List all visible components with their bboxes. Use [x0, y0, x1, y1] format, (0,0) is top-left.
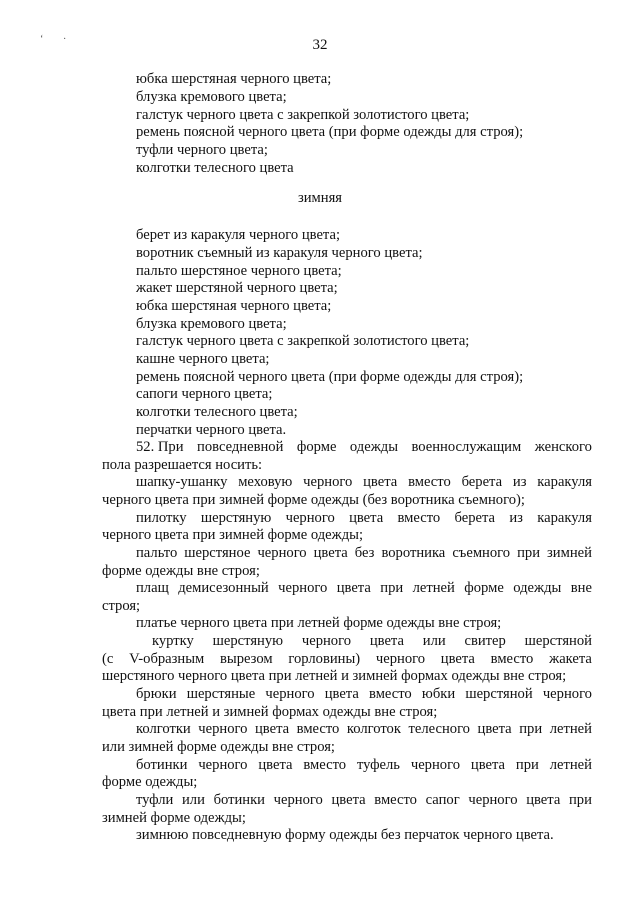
permission-item-line: черного цвета при зимней форме одежды; [102, 527, 364, 543]
list-item: колготки телесного цвета [136, 160, 294, 176]
permission-item: зимнюю повседневную форму одежды без перчаток черного цвета. [136, 827, 554, 843]
permission-item: ботинки черного цвета вместо туфель черного цвета при летней [136, 757, 592, 773]
permission-item: колготки черного цвета вместо колготок телесного цвета при летней [136, 721, 592, 737]
page-number: 32 [312, 37, 328, 53]
list-item: туфли черного цвета; [136, 142, 268, 158]
permission-item: платье черного цвета при летней форме одежды вне строя; [136, 615, 502, 631]
list-item: сапоги черного цвета; [136, 386, 273, 402]
permission-item-line: строя; [102, 598, 141, 614]
permission-item-line: форме одежды; [102, 774, 198, 790]
permission-item: туфли или ботинки черного цвета вместо сапог черного цвета при [136, 792, 592, 808]
list-item: ремень поясной черного цвета (при форме одежды для строя); [136, 369, 524, 385]
list-item: галстук черного цвета с закрепкой золотистого цвета; [136, 107, 470, 123]
list-item: ремень поясной черного цвета (при форме одежды для строя); [136, 124, 524, 140]
permission-item-line: (с V-образным вырезом горловины) черного цвета вместо жакета [102, 651, 592, 667]
list-item: галстук черного цвета с закрепкой золотистого цвета; [136, 333, 470, 349]
list-item: блузка кремового цвета; [136, 89, 287, 105]
list-item: берет из каракуля черного цвета; [136, 227, 341, 243]
list-item: юбка шерстяная черного цвета; [136, 298, 332, 314]
section-heading-winter: зимняя [297, 190, 343, 206]
permission-item-line: шерстяного черного цвета при летней и зимней формах одежды вне строя; [102, 668, 567, 684]
paragraph-52-line: пола разрешается носить: [102, 457, 263, 473]
permission-item: пальто шерстяное черного цвета без воротника съемного при зимней [136, 545, 592, 561]
permission-item: шапку-ушанку меховую черного цвета вместо берета из каракуля [136, 474, 592, 490]
permission-item-line: или зимней форме одежды вне строя; [102, 739, 335, 755]
permission-item: куртку шерстяную черного цвета или свитер шерстяной [152, 633, 592, 649]
permission-item-line: черного цвета при зимней форме одежды (без воротника съемного); [102, 492, 525, 508]
list-item: юбка шерстяная черного цвета; [136, 71, 332, 87]
permission-item-line: зимней форме одежды; [102, 810, 246, 826]
list-item: блузка кремового цвета; [136, 316, 287, 332]
list-item: жакет шерстяной черного цвета; [136, 280, 338, 296]
list-item: колготки телесного цвета; [136, 404, 298, 420]
permission-item: пилотку шерстяную черного цвета вместо берета из каракуля [136, 510, 592, 526]
permission-item-line: форме одежды вне строя; [102, 563, 260, 579]
list-item: кашне черного цвета; [136, 351, 270, 367]
list-item: перчатки черного цвета. [136, 422, 287, 438]
permission-item: плащ демисезонный черного цвета при летней форме одежды вне [136, 580, 592, 596]
scan-artifact: ‘ [40, 34, 44, 45]
list-item: пальто шерстяное черного цвета; [136, 263, 342, 279]
list-item: воротник съемный из каракуля черного цвета; [136, 245, 423, 261]
permission-item: брюки шерстяные черного цвета вместо юбки шерстяной черного [136, 686, 592, 702]
paragraph-52-line: 52. При повседневной форме одежды военнослужащим женского [136, 439, 592, 455]
permission-item-line: цвета при летней и зимней формах одежды вне строя; [102, 704, 438, 720]
scan-artifact: · [63, 34, 67, 45]
